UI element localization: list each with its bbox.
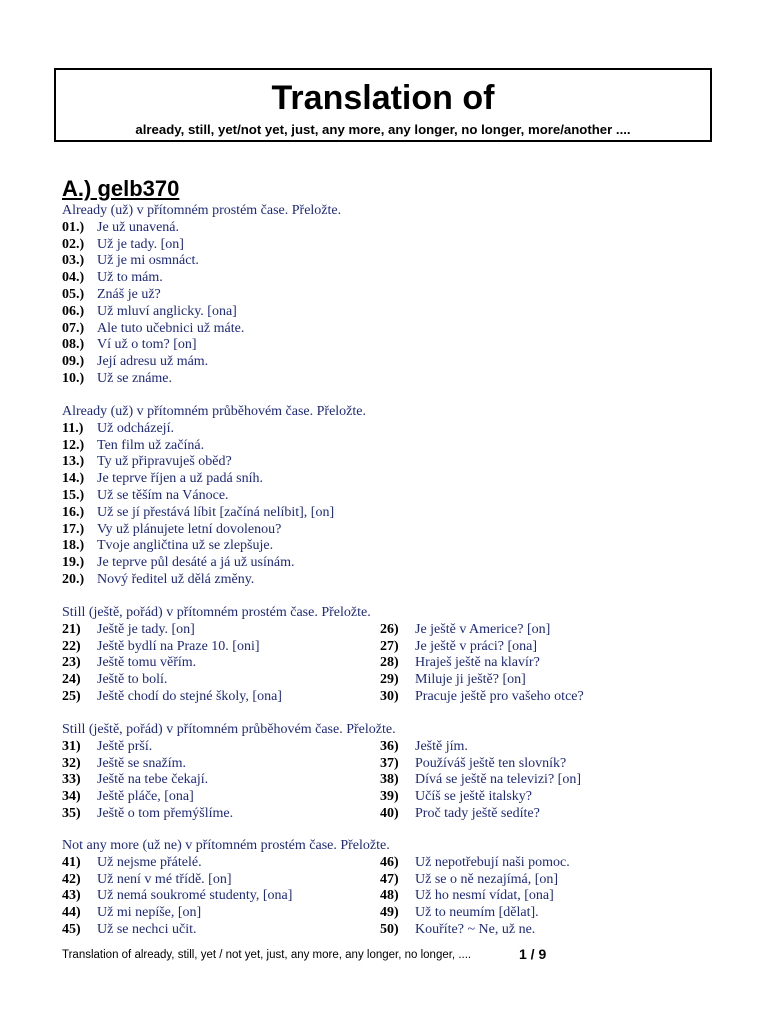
exercise-item bbox=[62, 789, 233, 806]
item-sentence: Je teprve říjen a už padá sníh. bbox=[97, 471, 263, 487]
item-number: 07.) bbox=[62, 320, 85, 336]
exercise-block-two-column bbox=[62, 838, 722, 939]
item-sentence: Hraješ ještě na klavír? bbox=[415, 655, 540, 671]
exercise-item bbox=[62, 888, 292, 905]
item-number: 16.) bbox=[62, 504, 85, 520]
item-number: 25) bbox=[62, 688, 81, 704]
item-number: 26) bbox=[380, 621, 399, 637]
exercise-item bbox=[62, 438, 366, 455]
exercise-item bbox=[62, 689, 282, 706]
item-sentence: Ten film už začíná. bbox=[97, 437, 205, 453]
exercise-column-right bbox=[380, 739, 581, 823]
item-number: 42) bbox=[62, 871, 81, 887]
item-number: 37) bbox=[380, 755, 399, 771]
exercise-item bbox=[62, 872, 292, 889]
item-number: 17.) bbox=[62, 521, 85, 537]
exercise-block bbox=[62, 404, 366, 589]
item-sentence: Znáš je už? bbox=[97, 286, 161, 302]
exercise-item bbox=[380, 789, 581, 806]
item-number: 03.) bbox=[62, 253, 85, 269]
item-number: 49) bbox=[380, 905, 399, 921]
item-sentence: Ještě se snažím. bbox=[97, 755, 187, 771]
item-number: 04.) bbox=[62, 270, 85, 286]
title-box bbox=[54, 68, 712, 142]
item-number: 19.) bbox=[62, 555, 85, 571]
item-number: 09.) bbox=[62, 354, 85, 370]
item-sentence: Vy už plánujete letní dovolenou? bbox=[97, 521, 282, 537]
exercise-item bbox=[380, 672, 584, 689]
exercise-column-left bbox=[62, 622, 282, 706]
item-number: 27) bbox=[380, 638, 399, 654]
item-sentence: Nový ředitel už dělá změny. bbox=[97, 571, 255, 587]
exercise-item bbox=[62, 304, 341, 321]
item-number: 31) bbox=[62, 738, 81, 754]
item-sentence: Už se o ně nezajímá, [on] bbox=[415, 871, 559, 887]
exercise-item bbox=[62, 622, 282, 639]
item-number: 41) bbox=[62, 854, 81, 870]
item-sentence: Tvoje angličtina už se zlepšuje. bbox=[97, 538, 274, 554]
exercise-instruction: Still (ještě, pořád) v přítomném prostém čase. Přeložte. bbox=[62, 605, 371, 620]
item-sentence: Proč tady ještě sedíte? bbox=[415, 805, 540, 821]
item-sentence: Ale tuto učebnici už máte. bbox=[97, 320, 245, 336]
item-number: 36) bbox=[380, 738, 399, 754]
exercise-item bbox=[62, 555, 366, 572]
exercise-item bbox=[62, 922, 292, 939]
item-number: 11.) bbox=[62, 420, 84, 436]
item-number: 01.) bbox=[62, 219, 85, 235]
item-sentence: Už nemá soukromé studenty, [ona] bbox=[97, 888, 293, 904]
item-sentence: Ještě tomu věřím. bbox=[97, 655, 197, 671]
item-sentence: Už mi nepíše, [on] bbox=[97, 905, 202, 921]
exercise-block-two-column bbox=[62, 605, 722, 706]
item-number: 02.) bbox=[62, 236, 85, 252]
item-sentence: Pracuje ještě pro vašeho otce? bbox=[415, 688, 584, 704]
item-sentence: Už se nechci učit. bbox=[97, 921, 197, 937]
exercise-item bbox=[380, 855, 570, 872]
exercise-block bbox=[62, 203, 341, 388]
exercise-item bbox=[62, 421, 366, 438]
item-sentence: Ještě bydlí na Praze 10. [oni] bbox=[97, 638, 260, 654]
item-sentence: Ještě prší. bbox=[97, 738, 153, 754]
exercise-item bbox=[62, 772, 233, 789]
item-number: 08.) bbox=[62, 337, 85, 353]
item-sentence: Už nejsme přátelé. bbox=[97, 854, 202, 870]
item-sentence: Ví už o tom? [on] bbox=[97, 337, 197, 353]
exercise-item bbox=[62, 672, 282, 689]
exercise-item bbox=[380, 806, 581, 823]
exercise-item bbox=[380, 872, 570, 889]
item-number: 39) bbox=[380, 789, 399, 805]
exercise-item bbox=[62, 471, 366, 488]
item-number: 46) bbox=[380, 854, 399, 870]
item-number: 43) bbox=[62, 888, 81, 904]
item-number: 29) bbox=[380, 672, 399, 688]
exercise-item bbox=[380, 756, 581, 773]
item-sentence: Už ho nesmí vídat, [ona] bbox=[415, 888, 554, 904]
item-number: 24) bbox=[62, 672, 81, 688]
footer-page-number: 1 / 9 bbox=[519, 946, 547, 962]
exercise-instruction: Already (už) v přítomném průběhovém čase. Přeložte. bbox=[62, 404, 367, 419]
exercise-item bbox=[62, 253, 341, 270]
item-number: 40) bbox=[380, 805, 399, 821]
item-sentence: Ještě je tady. [on] bbox=[97, 621, 195, 637]
item-number: 48) bbox=[380, 888, 399, 904]
item-number: 21) bbox=[62, 621, 81, 637]
item-number: 05.) bbox=[62, 286, 85, 302]
item-number: 44) bbox=[62, 905, 81, 921]
item-sentence: Už je mi osmnáct. bbox=[97, 253, 199, 269]
item-number: 47) bbox=[380, 871, 399, 887]
exercise-item bbox=[62, 538, 366, 555]
item-sentence: Už to neumím [dělat]. bbox=[415, 905, 539, 921]
item-number: 23) bbox=[62, 655, 81, 671]
item-sentence: Už odcházejí. bbox=[97, 420, 174, 436]
exercise-item bbox=[62, 855, 292, 872]
item-sentence: Už je tady. [on] bbox=[97, 236, 184, 252]
exercise-item bbox=[62, 806, 233, 823]
item-sentence: Už mluví anglicky. [ona] bbox=[97, 303, 237, 319]
exercise-block-two-column bbox=[62, 722, 722, 823]
exercise-item bbox=[62, 454, 366, 471]
item-number: 10.) bbox=[62, 370, 85, 386]
item-sentence: Používáš ještě ten slovník? bbox=[415, 755, 567, 771]
exercise-instruction: Still (ještě, pořád) v přítomném průběhovém čase. Přeložte. bbox=[62, 722, 396, 737]
item-sentence: Ještě o tom přemýšlíme. bbox=[97, 805, 234, 821]
item-number: 06.) bbox=[62, 303, 85, 319]
exercise-item bbox=[380, 772, 581, 789]
exercise-item bbox=[62, 270, 341, 287]
exercise-item bbox=[62, 572, 366, 589]
item-sentence: Miluje ji ještě? [on] bbox=[415, 672, 526, 688]
item-number: 45) bbox=[62, 921, 81, 937]
exercise-item bbox=[380, 622, 584, 639]
footer-text: Translation of already, still, yet / not yet, just, any more, any longer, no longer, .... bbox=[62, 949, 472, 961]
exercise-column-right bbox=[380, 855, 570, 939]
item-sentence: Už se těším na Vánoce. bbox=[97, 487, 229, 503]
item-number: 35) bbox=[62, 805, 81, 821]
item-sentence: Už není v mé třídě. [on] bbox=[97, 871, 232, 887]
exercise-instruction: Not any more (už ne) v přítomném prostém čase. Přeložte. bbox=[62, 838, 390, 853]
item-sentence: Už nepotřebují naši pomoc. bbox=[415, 854, 570, 870]
item-sentence: Už se jí přestává líbit [začíná nelíbit], [on] bbox=[97, 504, 335, 520]
exercise-item bbox=[62, 655, 282, 672]
exercise-item bbox=[380, 922, 570, 939]
exercise-item bbox=[380, 689, 584, 706]
item-sentence: Ještě jím. bbox=[415, 738, 468, 754]
item-number: 30) bbox=[380, 688, 399, 704]
item-sentence: Kouříte? ~ Ne, už ne. bbox=[415, 921, 536, 937]
item-sentence: Ještě pláče, [ona] bbox=[97, 789, 194, 805]
exercise-item bbox=[62, 337, 341, 354]
item-number: 28) bbox=[380, 655, 399, 671]
item-sentence: Ještě chodí do stejné školy, [ona] bbox=[97, 688, 282, 704]
exercise-item bbox=[380, 905, 570, 922]
item-sentence: Učíš se ještě italsky? bbox=[415, 789, 533, 805]
item-sentence: Dívá se ještě na televizi? [on] bbox=[415, 772, 581, 788]
exercise-item bbox=[62, 354, 341, 371]
item-number: 22) bbox=[62, 638, 81, 654]
exercise-item bbox=[62, 237, 341, 254]
item-sentence: Je už unavená. bbox=[97, 219, 180, 235]
item-sentence: Je teprve půl desáté a já už usínám. bbox=[97, 555, 295, 571]
item-sentence: Ještě na tebe čekají. bbox=[97, 772, 209, 788]
exercise-item bbox=[380, 739, 581, 756]
item-number: 50) bbox=[380, 921, 399, 937]
exercise-column-right bbox=[380, 622, 584, 706]
page-subtitle: already, still, yet/not yet, just, any more, any longer, no longer, more/another .... bbox=[135, 122, 631, 137]
item-sentence: Už to mám. bbox=[97, 270, 163, 286]
item-number: 32) bbox=[62, 755, 81, 771]
item-number: 15.) bbox=[62, 487, 85, 503]
item-sentence: Je ještě v Americe? [on] bbox=[415, 621, 551, 637]
exercise-item bbox=[380, 639, 584, 656]
exercise-item bbox=[62, 220, 341, 237]
exercise-item bbox=[62, 522, 366, 539]
item-sentence: Její adresu už mám. bbox=[97, 354, 209, 370]
exercise-item bbox=[62, 321, 341, 338]
item-sentence: Ještě to bolí. bbox=[97, 672, 168, 688]
exercise-item bbox=[62, 371, 341, 388]
exercise-item bbox=[62, 639, 282, 656]
item-number: 33) bbox=[62, 772, 81, 788]
item-number: 18.) bbox=[62, 538, 85, 554]
item-number: 12.) bbox=[62, 437, 85, 453]
item-sentence: Je ještě v práci? [ona] bbox=[415, 638, 538, 654]
exercise-instruction: Already (už) v přítomném prostém čase. Přeložte. bbox=[62, 203, 342, 218]
item-sentence: Už se známe. bbox=[97, 370, 173, 386]
section-heading: A.) gelb370 bbox=[62, 176, 180, 201]
item-number: 38) bbox=[380, 772, 399, 788]
page-title: Translation of bbox=[271, 79, 495, 117]
exercise-item bbox=[380, 655, 584, 672]
exercise-item bbox=[62, 505, 366, 522]
item-number: 20.) bbox=[62, 571, 85, 587]
item-number: 34) bbox=[62, 789, 81, 805]
exercise-item bbox=[62, 756, 233, 773]
exercise-column-left bbox=[62, 855, 292, 939]
exercise-item bbox=[380, 888, 570, 905]
exercise-column-left bbox=[62, 739, 233, 823]
exercise-item bbox=[62, 488, 366, 505]
item-number: 14.) bbox=[62, 471, 85, 487]
exercise-item bbox=[62, 739, 233, 756]
item-sentence: Ty už připravuješ oběd? bbox=[97, 454, 232, 470]
item-number: 13.) bbox=[62, 454, 85, 470]
exercise-item bbox=[62, 905, 292, 922]
exercise-item bbox=[62, 287, 341, 304]
